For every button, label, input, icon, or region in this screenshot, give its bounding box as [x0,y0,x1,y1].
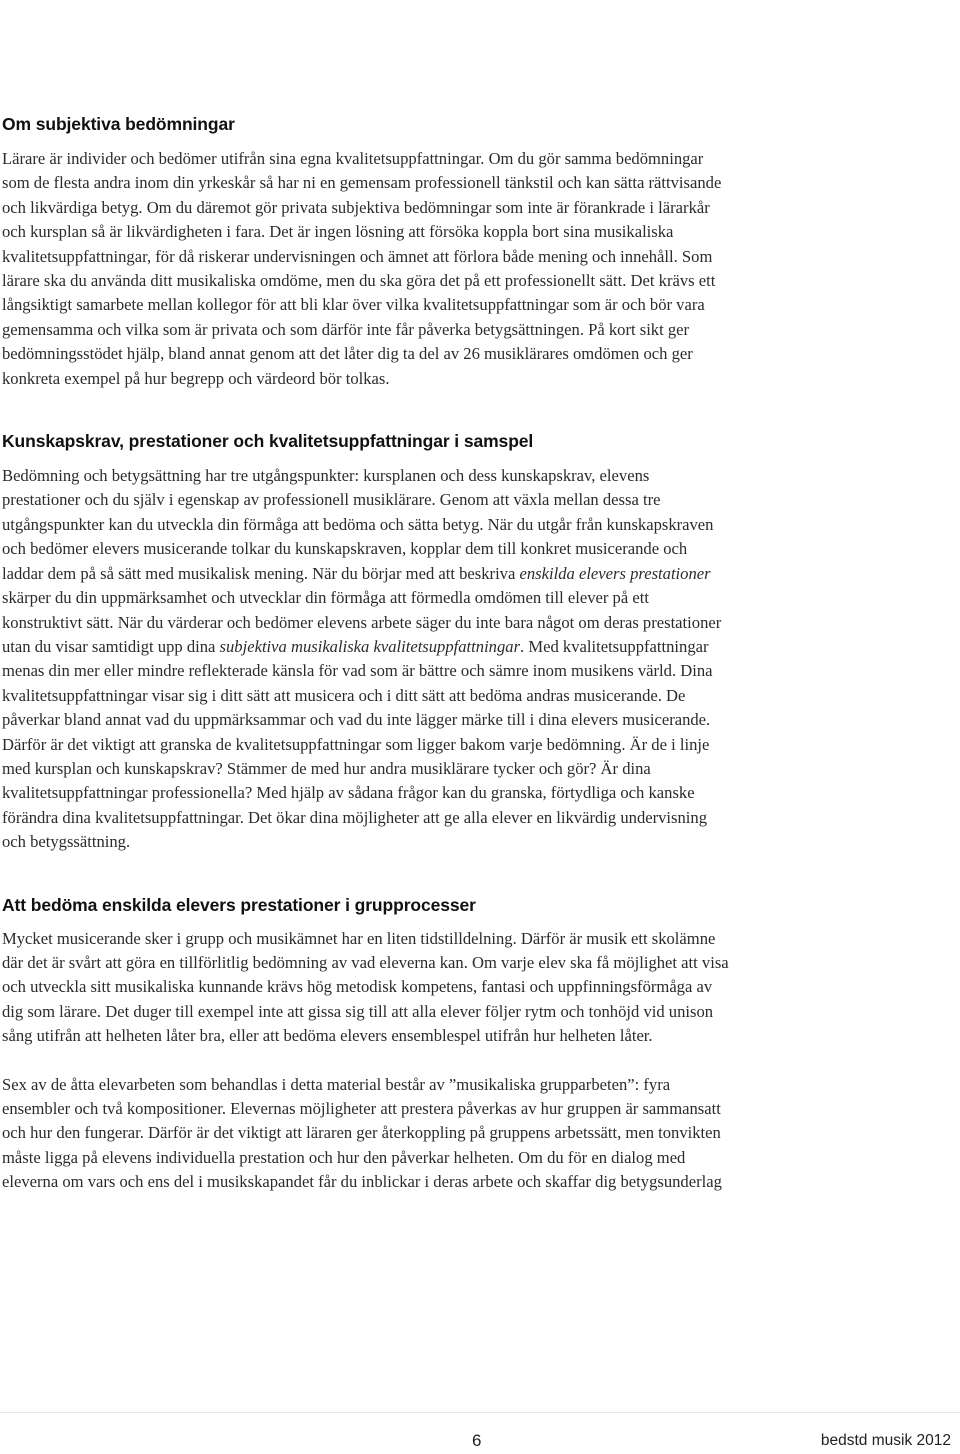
section-heading: Kunskapskrav, prestationer och kvalitetsuppfattningar i samspel [2,431,534,452]
page-number: 6 [472,1431,482,1450]
paragraph-text: skärper du din uppmärksamhet och utvecklar din förmåga att förmedla omdömen till elever på ett konstruktivt sätt. När du värderar och bedömer elevens arbete säger du inte bara något om deras prestationer utan du visar samtidigt upp dina [2,588,722,656]
body-paragraph: Lärare är individer och bedömer utifrån sina egna kvalitetsuppfattningar. Om du gör samma bedömningar som de flesta andra inom din yrkeskår så har ni en gemensam professionell tänkstil och kan sätta rättvisande och likvärdiga betyg. Om du däremot gör privata subjektiva bedömningar som inte är förankrade i lärarkår och kursplan så är likvärdigheten i fara. Det är ingen lösning att försöka koppla bort sina musikaliska kvalitetsuppfattningar, för då riskerar undervisningen och ämnet att förlora både mening och innehåll. Som lärare ska du använda ditt musikaliska omdöme, men du ska göra det på ett professionellt sätt. Det krävs ett långsiktigt samarbete mellan kollegor för att bli klar över vilka kvalitetsuppfattningar som är och bör vara gemensamma och vilka som är privata och som därför inte får påverka betygsättningen. På kort sikt ger bedömningsstödet hjälp, bland annat genom att det låter dig ta del av 26 musiklärares omdömen och ger konkreta exempel på hur begrepp och värdeord bör tolkas. [2,149,722,388]
page-footer [0,1400,960,1454]
paragraph-text: . Med kvalitetsuppfattningar menas din mer eller mindre reflekterade känsla för vad som är bättre och sämre inom musikens värld. Dina kvalitetsuppfattningar visar sig i ditt sätt att musicera och i ditt sätt att bedöma andras musicerande. De påverkar bland annat vad du uppmärksammar och vad du inte lägger märke till i dina elevers musicerande. Därför är det viktigt att granska de kvalitetsuppfattningar som ligger bakom varje bedömning. Är de i linje med kursplan och kunskapskrav? Stämmer de med hur andra musiklärare tycker och gör? Är dina kvalitetsuppfattningar professionella? Med hjälp av sådana frågor kan du granska, förtydliga och kanske förändra dina kvalitetsuppfattningar. Det ökar dina möjligheter att ge alla elever en likvärdig undervisning och betygssättning. [2,636,713,852]
body-paragraph: Sex av de åtta elevarbeten som behandlas i detta material består av ”musikaliska grupparbeten”: fyra ensembler och två kompositioner. Elevernas möjligheter att prestera påverkas av hur gruppen är sammansatt och hur den fungerar. Därför är det viktigt att läraren ger återkoppling på gruppens arbetssätt, men tonvikten måste ligga på elevens individuella prestation och hur den påverkar helheten. Om du för en dialog med eleverna om vars och ens del i musikskapandet får du inblickar i deras arbete och skaffar dig betygsunderlag [2,1074,722,1192]
body-paragraph [2,464,730,855]
footer-divider [0,1412,960,1413]
body-paragraph: Mycket musicerande sker i grupp och musikämnet har en liten tidstilldelning. Därför är musik ett skolämne där det är svårt att göra en tillförlitlig bedömning av vad eleverna kan. Om varje elev ska få möjlighet att visa och utveckla sitt musikaliska kunnande krävs hög metodisk kompetens, fantasi och uppfinningsförmåga av dig som lärare. Det duger till exempel inte att gissa sig till att alla elever följer rytm och tonhöjd vid unison sång utifrån att helheten låter bra, eller att bedöma elevers ensemblespel utifrån hur helheten låter. [2,928,729,1046]
section-heading: Om subjektiva bedömningar [2,114,235,134]
emphasized-text: enskilda elevers prestationer [519,563,711,583]
page-content [2,112,730,1195]
paragraph-text: Bedömning och betygsättning har tre utgångspunkter: kursplanen och dess kunskapskrav, elevens prestationer och du själv i egenskap av professionell musiklärare. Genom att växla mellan dessa tre utgångspunkter kan du utveckla din förmåga att bedöma och sätta betyg. När du utgår från kunskapskraven och bedömer elevers musicerande tolkar du kunskapskraven, kopplar dem till konkret musicerande och laddar dem på så sätt med musikalisk mening. När du börjar med att beskriva [2,466,714,583]
emphasized-text: subjektiva musikaliska kvalitetsuppfattningar [219,636,521,656]
section-heading: Att bedöma enskilda elevers prestationer i grupprocesser [2,894,476,915]
section-knowledge-requirements [2,429,730,855]
publication-name: bedstd musik 2012 [820,1432,951,1449]
section-subjective-assessments [2,112,730,391]
section-group-processes [2,893,730,1195]
